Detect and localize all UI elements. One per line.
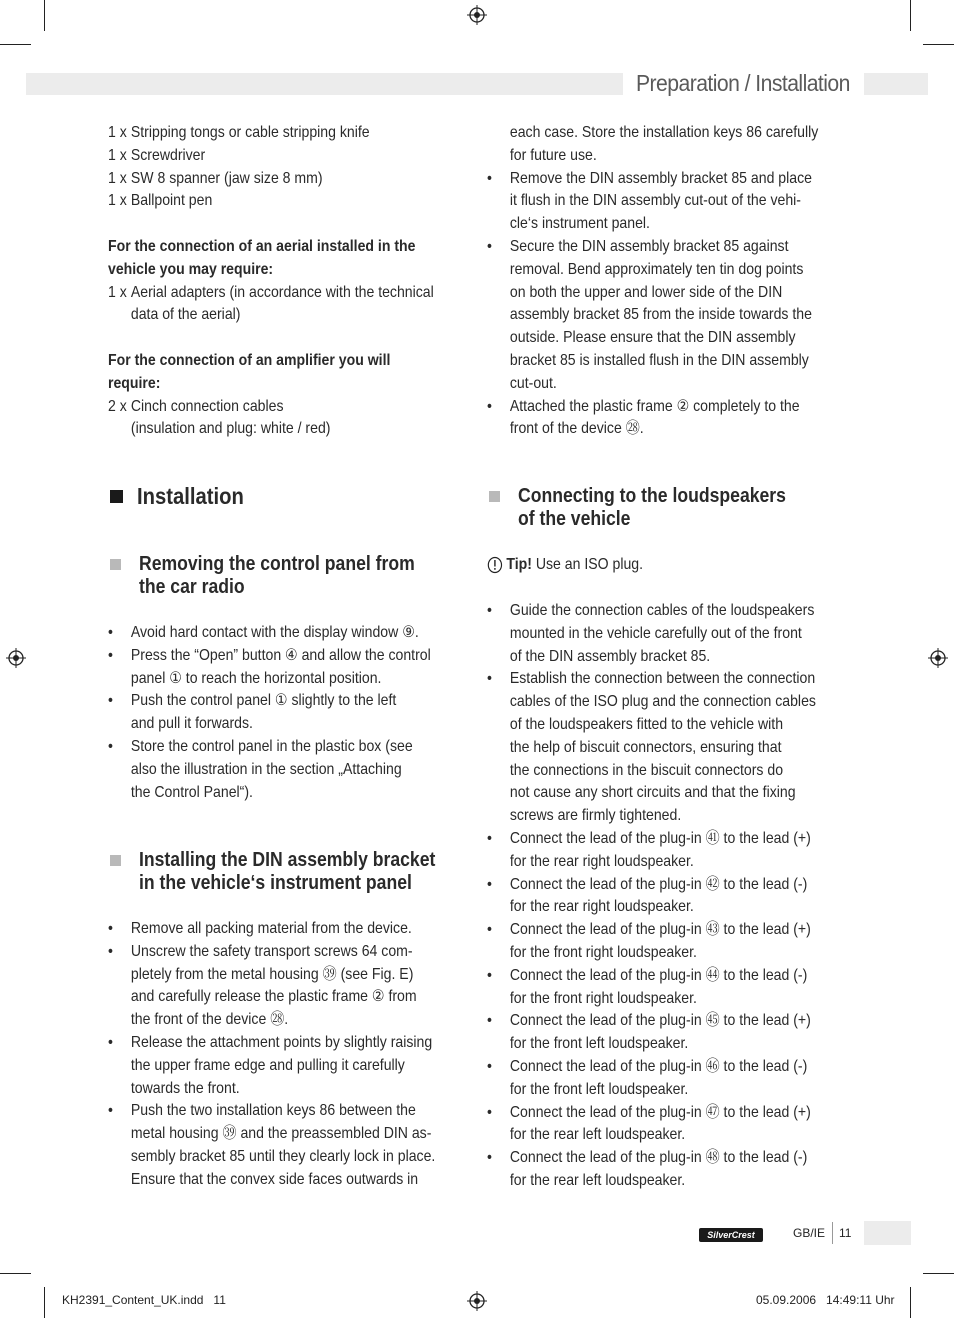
list-item: the connections in the biscuit connectors do (509, 761, 784, 779)
header-band (864, 73, 928, 95)
right-column (487, 122, 887, 441)
list-item: the Control Panel“). (130, 783, 253, 801)
bullet-icon: • (487, 1012, 492, 1030)
list-item: of the loudspeakers fitted to the vehicle with (509, 715, 784, 733)
list-item: for the front left loudspeaker. (509, 1080, 689, 1098)
bullet-icon: • (487, 1149, 492, 1167)
brand-logo: SilverCrest (699, 1228, 763, 1242)
list-item: on both the upper and lower side of the DIN (509, 283, 783, 301)
list-item: it flush in the DIN assembly cut-out of the vehi- (509, 192, 801, 210)
list-item: cut-out. (509, 374, 557, 392)
crop-mark (923, 44, 954, 45)
list-item: data of the aerial) (130, 306, 241, 324)
bullet-icon: • (108, 624, 113, 641)
square-bullet-icon (110, 490, 123, 503)
list-item: cables of the ISO plug and the connection cables (509, 693, 816, 711)
list-item: the front of the device ㉘. (130, 1011, 289, 1029)
list-item: front of the device ㉘. (509, 420, 644, 438)
speakers-heading: Connecting to the loudspeakers of the vehicle (489, 485, 889, 531)
list-item: cle‘s instrument panel. (509, 215, 650, 233)
crop-mark (44, 1287, 45, 1318)
file-info: KH2391_Content_UK.indd 11 (62, 1293, 226, 1307)
tools-list (108, 122, 460, 213)
bullet-icon: • (487, 237, 492, 255)
bullet-icon: • (108, 737, 113, 755)
amp-heading: require: (108, 374, 161, 392)
list-item: also the illustration in the section „Attaching (130, 760, 402, 778)
timestamp: 05.09.2006 14:49:11 Uhr (756, 1293, 895, 1307)
list-item: for the rear right loudspeaker. (509, 898, 694, 916)
tip (487, 554, 887, 582)
list-item: metal housing ㊴ and the preassembled DIN as- (130, 1125, 432, 1143)
list-item: and carefully release the plastic frame ② from (130, 988, 417, 1006)
list-item: Ensure that the convex side faces outwards in (130, 1170, 419, 1188)
bullet-icon: • (487, 875, 492, 893)
list-item: • Unscrew the safety transport screws 64 com- (108, 941, 460, 964)
bullet-icon: • (487, 1057, 492, 1075)
list-item: • Attached the plastic frame ② completely to the (487, 396, 839, 419)
crop-mark (910, 0, 911, 31)
square-bullet-icon (110, 855, 121, 866)
page-title: Preparation / Installation (636, 70, 850, 96)
crop-mark (923, 1273, 954, 1274)
bullet-icon: • (487, 169, 492, 187)
list-item: • Establish the connection between the connection (487, 668, 839, 691)
list-item: the help of biscuit connectors, ensuring that (509, 738, 782, 756)
list-item: • Connect the lead of the plug-in ㊺ to the lead (+) (487, 1010, 839, 1033)
list-item: (insulation and plug: white / red) (130, 420, 331, 438)
square-bullet-icon (110, 559, 121, 570)
list-item: • Store the control panel in the plastic box (see (108, 736, 460, 759)
list-item: • Connect the lead of the plug-in ㊶ to the lead (+) (487, 828, 839, 851)
list-item: assembly bracket 85 from the inside towards the (509, 306, 812, 324)
bullet-icon: • (108, 942, 113, 960)
list-item: • Release the attachment points by slightly raising (108, 1032, 460, 1055)
tip-label: Tip! (506, 556, 532, 573)
list-item: towards the front. (130, 1079, 240, 1097)
bullet-icon: • (108, 1102, 113, 1120)
bullet-icon: • (487, 670, 492, 688)
left-column (108, 122, 508, 441)
list-item: removal. Bend approximately ten tin dog points (509, 260, 804, 278)
bullet-icon: • (108, 1033, 113, 1051)
tip-text: Use an ISO plug. (535, 556, 644, 573)
crop-mark (0, 44, 31, 45)
list-item: screws are firmly tightened. (509, 807, 682, 825)
list-item: 2 x Cinch connection cables (108, 397, 284, 415)
list-item: the upper frame edge and pulling it carefully (130, 1056, 405, 1074)
list-item: • Remove the DIN assembly bracket 85 and place (487, 168, 839, 191)
list-item: mounted in the vehicle carefully out of the front (509, 624, 802, 642)
list-item: bracket 85 is installed flush in the DIN assembly (509, 351, 809, 369)
bullet-icon: • (487, 397, 492, 415)
crop-mark (0, 1273, 31, 1274)
removing-list (108, 622, 508, 804)
list-item: • Secure the DIN assembly bracket 85 against (487, 236, 839, 259)
header-band (26, 73, 623, 95)
list-item: for the front right loudspeaker. (509, 943, 697, 961)
list-item: • Connect the lead of the plug-in ㊽ to the lead (-) (487, 1147, 839, 1170)
list-item: • Press the “Open” button ④ and allow the control (108, 645, 460, 668)
list-item: 1 x Stripping tongs or cable stripping knife (108, 124, 370, 141)
registration-mark-icon (928, 648, 948, 668)
page-number: 11 (839, 1226, 852, 1240)
list-item: • Avoid hard contact with the display window ⑨. (108, 622, 460, 645)
list-item: 1 x SW 8 spanner (jaw size 8 mm) (108, 169, 323, 187)
registration-mark-icon (467, 5, 487, 25)
list-item: sembly bracket 85 until they clearly lock in place. (130, 1147, 436, 1165)
bullet-icon: • (108, 920, 113, 937)
bullet-icon: • (108, 692, 113, 710)
footer-divider (832, 1222, 833, 1244)
list-item: 1 x Aerial adapters (in accordance with the technical (108, 283, 434, 301)
list-item: of the DIN assembly bracket 85. (509, 647, 711, 665)
bullet-icon: • (487, 1103, 492, 1121)
page-number-band (864, 1221, 911, 1245)
list-item: • Remove all packing material from the device. (108, 918, 460, 941)
bullet-icon: • (487, 829, 492, 847)
list-item: • Connect the lead of the plug-in ㊻ to the lead (-) (487, 1056, 839, 1079)
list-item: each case. Store the installation keys 86 carefully (509, 124, 819, 141)
list-item: • Connect the lead of the plug-in ㊷ to the lead (-) (487, 874, 839, 897)
list-item: for the front right loudspeaker. (509, 989, 697, 1007)
list-item: • Connect the lead of the plug-in ㊸ to the lead (+) (487, 919, 839, 942)
list-item: • Push the two installation keys 86 between the (108, 1100, 460, 1123)
crop-mark (910, 1287, 911, 1318)
list-item: panel ① to reach the horizontal position. (130, 669, 382, 687)
list-item: for the rear left loudspeaker. (509, 1171, 686, 1189)
exclamation-icon (487, 554, 506, 582)
list-item: pletely from the metal housing ㊴ (see Fig. E) (130, 965, 414, 983)
list-item: for the rear right loudspeaker. (509, 852, 694, 870)
list-item: 1 x Screwdriver (108, 146, 206, 164)
list-item: outside. Please ensure that the DIN assembly (509, 329, 796, 347)
din-list (108, 918, 508, 1192)
list-item: not cause any short circuits and that the fixing (509, 784, 796, 802)
list-item: for future use. (509, 146, 597, 164)
bullet-icon: • (487, 602, 492, 619)
list-item: • Guide the connection cables of the loudspeakers (487, 600, 839, 623)
list-item: • Push the control panel ① slightly to the left (108, 690, 460, 713)
bullet-icon: • (487, 966, 492, 984)
list-item: and pull it forwards. (130, 715, 253, 733)
region-label: GB/IE (793, 1226, 826, 1240)
list-item: for the front left loudspeaker. (509, 1035, 689, 1053)
list-item: • Connect the lead of the plug-in ㊼ to the lead (+) (487, 1102, 839, 1125)
bullet-icon: • (108, 646, 113, 664)
amp-heading: For the connection of an amplifier you will (108, 351, 391, 369)
din-heading: Installing the DIN assembly bracket in the vehicle‘s instrument panel (110, 849, 510, 895)
square-bullet-icon (489, 491, 500, 502)
aerial-heading: vehicle you may require: (108, 260, 274, 278)
registration-mark-icon (6, 648, 26, 668)
list-item: 1 x Ballpoint pen (108, 192, 213, 210)
aerial-heading: For the connection of an aerial installed in the (108, 237, 416, 255)
installation-heading: Installation (110, 482, 258, 510)
removing-heading: Removing the control panel from the car radio (110, 553, 490, 599)
speakers-list (487, 600, 887, 1193)
registration-mark-icon (467, 1291, 487, 1311)
list-item: • Connect the lead of the plug-in ㊹ to the lead (-) (487, 965, 839, 988)
crop-mark (44, 0, 45, 31)
list-item: for the rear left loudspeaker. (509, 1126, 686, 1144)
bullet-icon: • (487, 921, 492, 939)
